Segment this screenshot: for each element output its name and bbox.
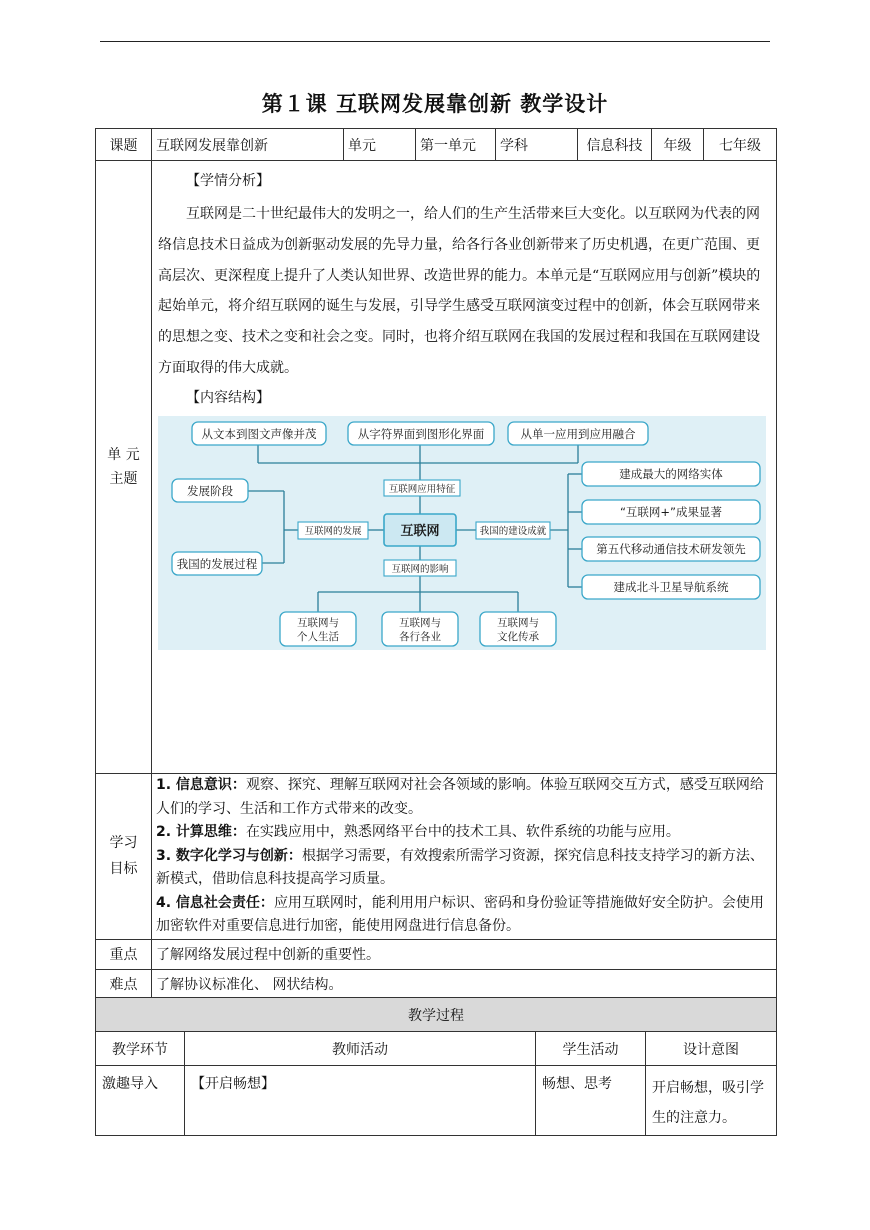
- right-node-3: 第五代移动通信技术研发领先: [596, 541, 746, 556]
- goals-label-line2: 目标: [109, 861, 138, 878]
- discipline-label: 学科: [496, 129, 578, 161]
- unit-value: 第一单元: [416, 129, 496, 161]
- row-stage: 激趣导入: [96, 1066, 185, 1136]
- unit-theme-label-line2: 主题: [109, 471, 138, 487]
- process-title: 教学过程: [96, 998, 777, 1032]
- content-structure-diagram: [158, 416, 766, 650]
- center-node: 互联网: [400, 523, 440, 539]
- process-header-row: [96, 1032, 777, 1066]
- header-intent: 设计意图: [646, 1032, 777, 1066]
- goal-head-3: 3. 数字化学习与创新：: [156, 847, 302, 864]
- difficulty-row: [96, 969, 777, 999]
- diagram-background: [158, 416, 766, 650]
- top-node-3: 从单一应用到应用融合: [520, 426, 636, 441]
- grade-value: 七年级: [704, 129, 777, 161]
- header-student: 学生活动: [536, 1032, 646, 1066]
- goal-item: [156, 821, 772, 845]
- goal-text-3: 根据学习需要，有效搜索所需学习资源，探究信息科技支持学习的新方法、新模式，借助信息科技提高学习质量。: [156, 847, 764, 887]
- goal-item: [156, 892, 772, 939]
- unit-theme-label: [96, 161, 152, 774]
- header-stage: 教学环节: [96, 1032, 185, 1066]
- diagram-svg: [158, 416, 766, 650]
- grade-label: 年级: [652, 129, 704, 161]
- key-point-row: [96, 939, 777, 969]
- subject-label: 课题: [96, 129, 152, 161]
- structure-heading: 【内容结构】: [186, 389, 270, 406]
- row-teacher: 【开启畅想】: [185, 1066, 536, 1136]
- row-intent: 开启畅想，吸引学生的注意力。: [646, 1066, 777, 1136]
- unit-label: 单元: [344, 129, 416, 161]
- goal-head-2: 2. 计算思维：: [156, 824, 246, 840]
- key-point-label: 重点: [96, 939, 152, 969]
- left-mid-label: 互联网的发展: [304, 525, 362, 537]
- difficulty-label: 难点: [96, 969, 152, 999]
- top-node-2: 从字符界面到图形化界面: [357, 426, 485, 441]
- bottom-node-3-line2: 文化传承: [497, 630, 539, 643]
- left-node-2: 我国的发展过程: [176, 556, 258, 571]
- right-node-2: “互联网+”成果显著: [619, 504, 723, 519]
- goal-item: [156, 774, 772, 821]
- difficulty-text: 了解协议标准化、 网状结构。: [152, 969, 777, 999]
- goals-row: [96, 774, 777, 940]
- goal-head-1: 1. 信息意识：: [156, 777, 246, 793]
- process-title-row: [96, 998, 777, 1032]
- goal-text-2: 在实践应用中，熟悉网络平台中的技术工具、软件系统的功能与应用。: [245, 824, 680, 840]
- goal-item: [156, 845, 772, 892]
- lesson-info-table: [95, 128, 777, 1000]
- bottom-node-2-line1: 互联网与: [399, 616, 441, 629]
- header-teacher: 教师活动: [185, 1032, 536, 1066]
- app-features-label: 互联网应用特征: [388, 483, 456, 495]
- right-node-1: 建成最大的网络实体: [619, 466, 723, 481]
- goal-head-4: 4. 信息社会责任：: [156, 894, 274, 911]
- bottom-node-3-line1: 互联网与: [497, 616, 539, 629]
- right-node-4: 建成北斗卫星导航系统: [613, 579, 729, 594]
- unit-theme-row: [96, 161, 777, 774]
- goal-text-4: 应用互联网时，能利用用户标识、密码和身份验证等措施做好安全防护。会使用加密软件对重要信息进行加密，能使用网盘进行信息备份。: [156, 894, 764, 934]
- unit-theme-label-line1: 单 元: [107, 447, 140, 463]
- discipline-value: 信息科技: [578, 129, 652, 161]
- goals-label: [96, 774, 152, 940]
- subject-value: 互联网发展靠创新: [152, 129, 344, 161]
- top-node-1: 从文本到图文声像并茂: [201, 426, 317, 441]
- bottom-node-2-line2: 各行各业: [399, 630, 441, 643]
- right-mid-label: 我国的建设成就: [479, 525, 547, 537]
- bottom-node-1-line1: 互联网与: [297, 616, 339, 629]
- influence-label: 互联网的影响: [391, 563, 449, 575]
- process-row: [96, 1066, 777, 1136]
- document-title: 第１课 互联网发展靠创新 教学设计: [261, 92, 609, 116]
- goals-label-line1: 学习: [109, 835, 138, 852]
- header-rule: [100, 41, 770, 42]
- goals-content: [152, 774, 777, 940]
- goal-text-1: 观察、探究、理解互联网对社会各领域的影响。体验互联网交互方式，感受互联网给人们的学习、生活和工作方式带来的改变。: [156, 777, 764, 817]
- row-student: 畅想、思考: [536, 1066, 646, 1136]
- left-node-1: 发展阶段: [187, 483, 233, 498]
- key-point-text: 了解网络发展过程中创新的重要性。: [152, 939, 777, 969]
- analysis-text: 互联网是二十世纪最伟大的发明之一，给人们的生产生活带来巨大变化。以互联网为代表的网络信息技术日益成为创新驱动发展的先导力量，给各行各业创新带来了历史机遇，在更广范围、更高层次、更深程度上提升了人类认知世界、改造世界的能力。本单元是“互联网应用与创新”模块的起始单元，将介绍互联网的诞生与发展，引导学生感受互联网演变过程中的创新，体会互联网带来的思想之变、技术之变和社会之变。同时，也将介绍互联网在我国的发展过程和我国在互联网建设方面取得的伟大成就。: [158, 206, 761, 376]
- bottom-node-1-line2: 个人生活: [297, 630, 339, 643]
- teaching-process-table: [95, 997, 777, 1136]
- analysis-heading: 【学情分析】: [186, 173, 270, 189]
- unit-theme-content: [152, 161, 777, 774]
- info-row: [96, 129, 777, 161]
